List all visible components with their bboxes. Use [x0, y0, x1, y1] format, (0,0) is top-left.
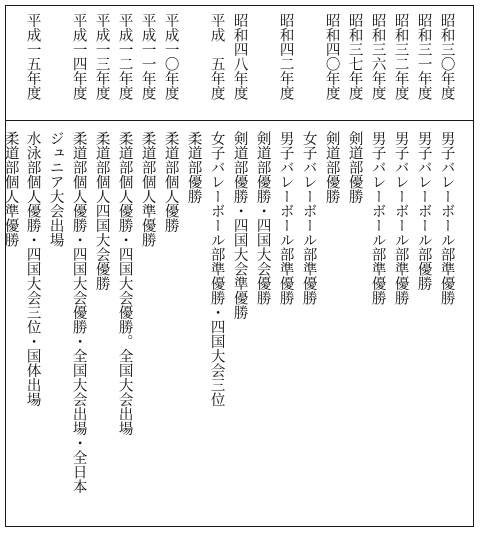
year-text: 昭和四〇年度 [323, 13, 340, 100]
achievement-text: 男子バレーボール部準優勝 [392, 131, 409, 305]
achievement-text: 男子バレーボール部準優勝 [369, 131, 386, 305]
year-column [390, 13, 410, 100]
achievement-column [114, 131, 134, 436]
achievement-text: 柔道部優勝 [185, 131, 202, 204]
year-column [137, 13, 157, 100]
achievement-column [344, 131, 364, 204]
year-column [275, 13, 295, 100]
achievement-column [413, 131, 433, 291]
achievement-text: 柔道部個人準優勝 [139, 131, 156, 247]
year-column [229, 13, 249, 100]
year-column [413, 13, 433, 100]
achievement-column [229, 131, 249, 320]
achievement-column [298, 131, 318, 305]
year-column [436, 13, 456, 100]
year-text: 平成一四年度 [70, 13, 87, 100]
year-text: 昭和三〇年度 [438, 13, 455, 100]
year-text: 平成一二年度 [116, 13, 133, 100]
achievement-text: 柔道部個人優勝 [162, 131, 179, 233]
year-text: 平成一〇年度 [162, 13, 179, 100]
year-text: 昭和四二年度 [277, 13, 294, 100]
achievement-column [160, 131, 180, 233]
achievement-column [436, 131, 456, 305]
header-divider [5, 120, 474, 121]
year-text: 平成一三年度 [93, 13, 110, 100]
achievement-column [275, 131, 295, 305]
year-column [91, 13, 111, 100]
year-column [114, 13, 134, 100]
achievement-text: 剣道部優勝・四国大会優勝 [254, 131, 271, 305]
achievement-text: ジュニア大会出場 [47, 131, 64, 247]
achievement-text: 男子バレーボール部準優勝 [438, 131, 455, 305]
year-text: 昭和三二年度 [392, 13, 409, 100]
year-column [321, 13, 341, 100]
achievement-text: 女子バレーボール部準優勝 [300, 131, 317, 305]
year-text: 平成 五年度 [208, 13, 225, 100]
achievement-text: 柔道部個人四国大会優勝 [93, 131, 110, 291]
achievement-column [68, 131, 88, 494]
year-column [68, 13, 88, 100]
year-column [160, 13, 180, 100]
year-column [206, 13, 226, 100]
achievement-text: 剣道部優勝 [346, 131, 363, 204]
achievement-column [390, 131, 410, 305]
year-text: 平成一一年度 [139, 13, 156, 100]
achievement-column [252, 131, 272, 305]
year-column [344, 13, 364, 100]
achievement-column [206, 131, 226, 407]
achievement-text: 水泳部個人優勝・四国大会三位・国体出場 [24, 131, 41, 407]
achievement-text: 男子バレーボール部優勝 [415, 131, 432, 291]
achievement-column [22, 131, 42, 407]
year-text: 昭和三六年度 [369, 13, 386, 100]
achievement-column [91, 131, 111, 291]
achievement-text: 柔道部個人準優勝 [2, 131, 19, 247]
year-text: 昭和三七年度 [346, 13, 363, 100]
achievement-text: 女子バレーボール部準優勝・四国大会三位 [208, 131, 225, 407]
achievement-text: 柔道部個人優勝・四国大会優勝。全国大会出場 [116, 131, 133, 436]
achievement-column [183, 131, 203, 204]
achievement-column [367, 131, 387, 305]
achievement-text: 男子バレーボール部準優勝 [277, 131, 294, 305]
achievement-text: 柔道部個人優勝・四国大会優勝・全国大会出場・全日本 [70, 131, 87, 494]
achievement-column [0, 131, 20, 247]
achievement-column [45, 131, 65, 247]
year-text: 昭和三一年度 [415, 13, 432, 100]
achievement-text: 剣道部優勝 [323, 131, 340, 204]
achievement-column [137, 131, 157, 247]
year-column [367, 13, 387, 100]
achievement-text: 剣道部優勝・四国大会準優勝 [231, 131, 248, 320]
year-text: 平成一五年度 [24, 13, 41, 100]
achievement-column [321, 131, 341, 204]
year-column [22, 13, 42, 100]
year-text: 昭和四八年度 [231, 13, 248, 100]
